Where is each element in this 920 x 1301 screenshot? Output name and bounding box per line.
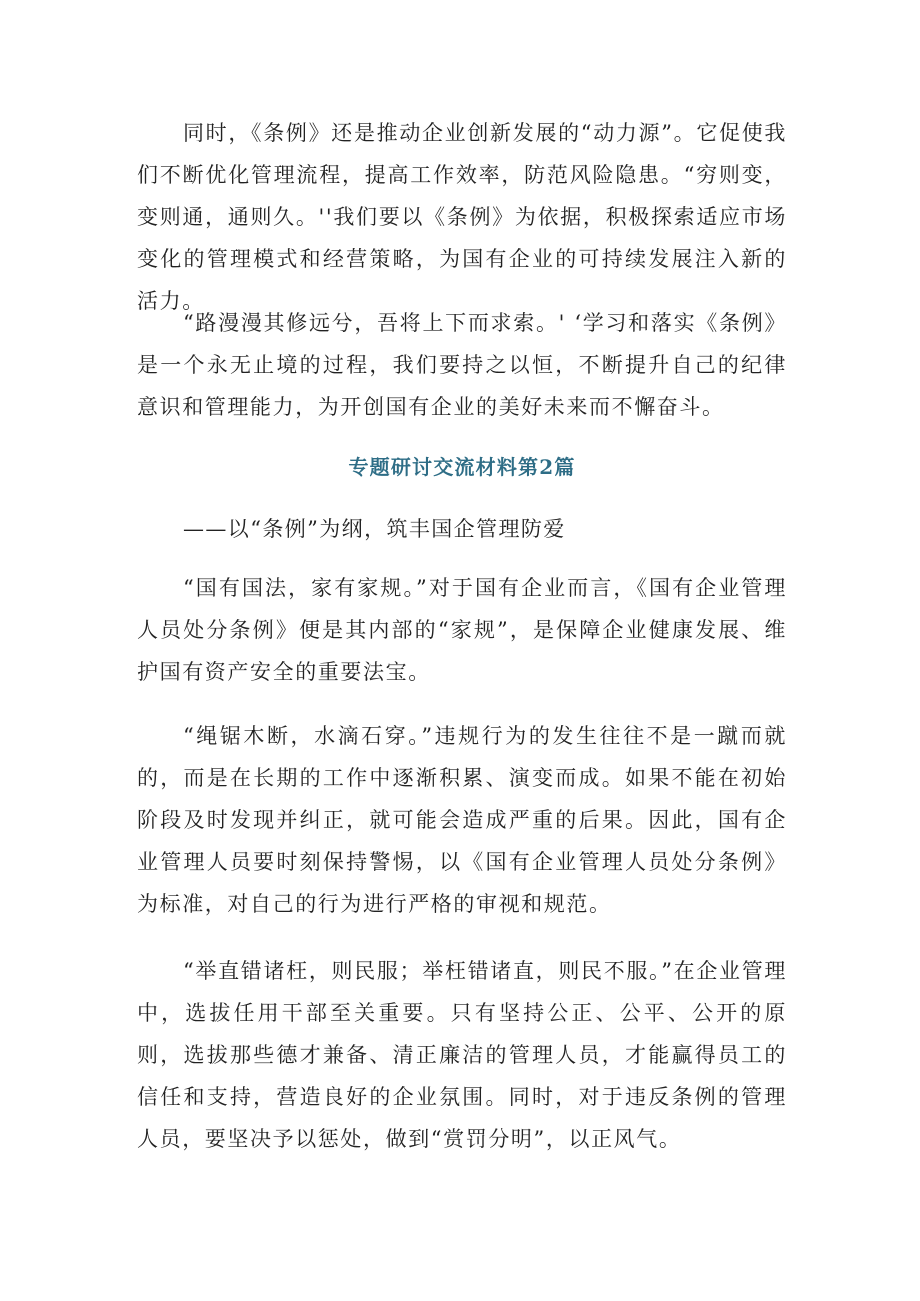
paragraph-family-rules: “国有国法，家有家规。”对于国有企业而言，《国有企业管理人员处分条例》便是其内部的“家规”，是保障企业健康发展、维护国有资产安全的重要法宝。 bbox=[137, 576, 787, 684]
section-subtitle: ——以“条例”为纲，筑丰国企管理防爱 bbox=[183, 517, 566, 541]
paragraph-cadre-selection: “举直错诸枉，则民服；举枉错诸直，则民不服。”在企业管理中，选拔任用干部至关重要。只有坚持公正、公平、公开的原则，选拔那些德才兼备、清正廉洁的管理人员，才能赢得员工的信任和支持，营造良好的企业氛围。同时，对于违反条例的管理人员，要坚决予以惩处，做到“赏罚分明”，以正风气。 bbox=[137, 959, 787, 1151]
section-heading: 专题研讨交流材料第2篇 bbox=[348, 455, 576, 479]
paragraph-water-drops: “绳锯木断，水滴石穿。”违规行为的发生往往不是一蹴而就的，而是在长期的工作中逐渐积累、演变而成。如果不能在初始阶段及时发现并纠正，就可能会造成严重的后果。因此，国有企业管理人员要时刻保持警惕，以《国有企业管理人员处分条例》为标准，对自己的行为进行严格的审视和规范。 bbox=[137, 724, 787, 916]
paragraph-innovation: 同时，《条例》还是推动企业创新发展的“动力源”。它促使我们不断优化管理流程，提高工作效率，防范风险隐患。“穷则变，变则通，通则久。''我们要以《条例》为依据，积极探索适应市场变化的管理模式和经营策略，为国有企业的可持续发展注入新的活力。 bbox=[137, 121, 787, 313]
paragraph-lifelong-learning: “路漫漫其修远兮，吾将上下而求索。' ‘学习和落实《条例》是一个永无止境的过程，我们要持之以恒，不断提升自己的纪律意识和管理能力，为开创国有企业的美好未来而不懈奋斗。 bbox=[137, 311, 787, 419]
